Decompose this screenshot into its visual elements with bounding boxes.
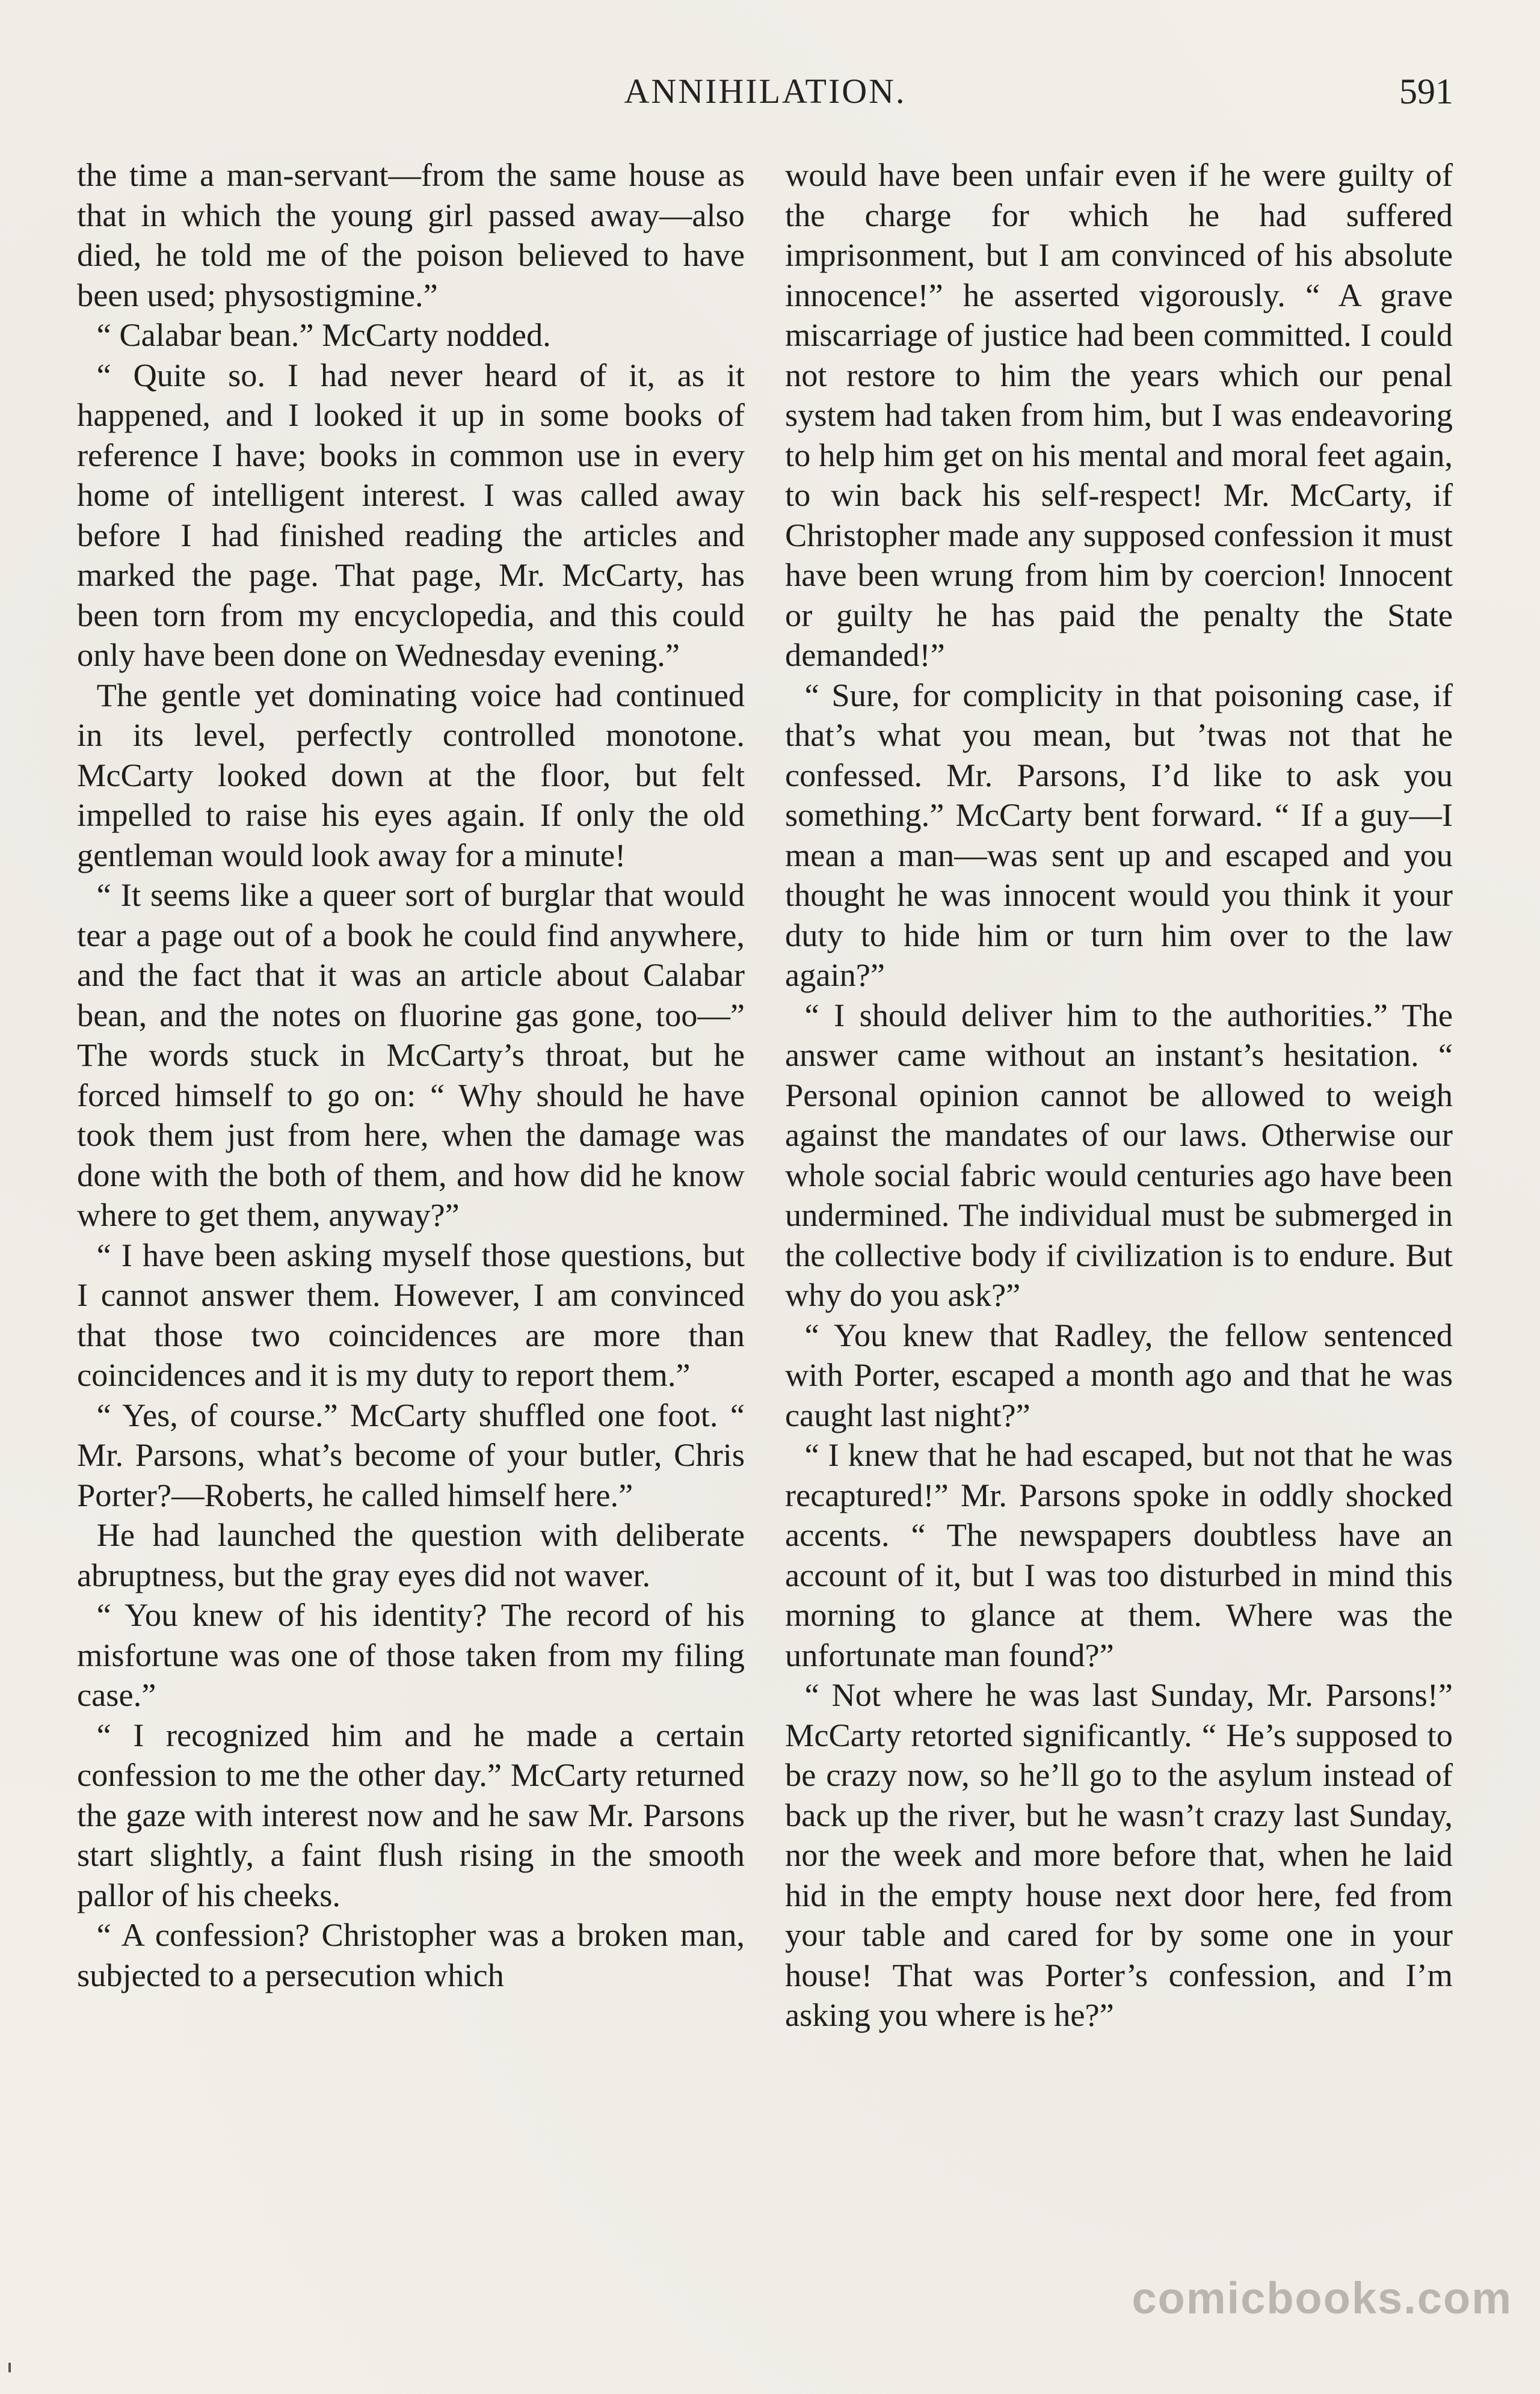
paragraph: “ Quite so. I had never heard of it, as it happened, and I looked it up in some books of reference I have; books in common use in every home of intelligent interest. I was called away before I had finished reading the articles and marked the page. That page, Mr. McCarty, has been torn from my encyclopedia, and this could only have been done on Wednesday evening.” — [77, 357, 745, 673]
paragraph: the time a man-servant—from the same house as that in which the young girl passed away—also died, he told me of the poison believed to have been used; physostigmine.” — [77, 157, 745, 313]
paragraph: “ Not where he was last Sunday, Mr. Parsons!” McCarty retorted significantly. “ He’s supposed to be crazy now, so he’ll go to the asylum instead of back up the river, but he wasn’t crazy last Sunday, nor the week and more before that, when he laid hid in the empty house next door here, fed from your table and cared for by some one in your house! That was Porter’s confession, and I’m asking you where is he?” — [785, 1677, 1453, 2033]
page-number: 591 — [1399, 72, 1453, 111]
page-header — [77, 71, 1453, 125]
left-column — [77, 155, 745, 1995]
paragraph: The gentle yet dominating voice had continued in its level, perfectly controlled monotone. McCarty looked down at the floor, but felt impelled to raise his eyes again. If only the old gentleman would look away for a minute! — [77, 677, 745, 873]
paragraph: “ Yes, of course.” McCarty shuffled one foot. “ Mr. Parsons, what’s become of your butler, Chris Porter?—Roberts, he called himself here.” — [77, 1397, 745, 1513]
paragraph: “ Sure, for complicity in that poisoning case, if that’s what you mean, but ’twas not that he confessed. Mr. Parsons, I’d like to ask you something.” McCarty bent forward. “ If a guy—I mean a man—was sent up and escaped and you thought he was innocent would you think it your duty to hide him or turn him over to the law again?” — [785, 677, 1453, 993]
paragraph: “ I knew that he had escaped, but not that he was recaptured!” Mr. Parsons spoke in oddly shocked accents. “ The newspapers doubtless have an account of it, but I was too disturbed in mind this morning to glance at them. Where was the unfortunate man found?” — [785, 1437, 1453, 1673]
right-column — [785, 155, 1453, 2036]
paragraph: He had launched the question with deliberate abruptness, but the gray eyes did not waver. — [77, 1517, 745, 1593]
paragraph: “ You knew of his identity? The record of his misfortune was one of those taken from my filing case.” — [77, 1597, 745, 1713]
paragraph: “ I have been asking myself those questions, but I cannot answer them. However, I am convinced that those two coincidences are more than coincidences and it is my duty to report them.” — [77, 1237, 745, 1393]
paragraph: “ You knew that Radley, the fellow sentenced with Porter, escaped a month ago and that he was caught last night?” — [785, 1317, 1453, 1433]
paragraph: “ A confession? Christopher was a broken man, subjected to a persecution which — [77, 1917, 745, 1993]
paragraph: “ It seems like a queer sort of burglar that would tear a page out of a book he could find anywhere, and the fact that it was an article about Calabar bean, and the notes on fluorine gas gone, too—” The words stuck in McCarty’s throat, but he forced himself to go on: “ Why should he have took them just from here, when the damage was done with the both of them, and how did he know where to get them, anyway?” — [77, 877, 745, 1233]
watermark: comicbooks.com — [1132, 2273, 1512, 2323]
paragraph: “ Calabar bean.” McCarty nodded. — [96, 317, 551, 353]
paragraph: “ I should deliver him to the authorities.” The answer came without an instant’s hesitation. “ Personal opinion cannot be allowed to weigh against the mandates of our laws. Otherwise our whole social fabric would centuries ago have been undermined. The individual must be submerged in the collective body if civilization is to endure. But why do you ask?” — [785, 997, 1453, 1313]
running-title: ANNIHILATION. — [624, 72, 907, 111]
paragraph: “ I recognized him and he made a certain confession to me the other day.” McCarty returned the gaze with interest now and he saw Mr. Parsons start slightly, a faint flush rising in the smooth pallor of his cheeks. — [77, 1717, 745, 1913]
paragraph: would have been unfair even if he were guilty of the charge for which he had suffered imprisonment, but I am convinced of his absolute innocence!” he asserted vigorously. “ A grave miscarriage of justice had been committed. I could not restore to him the years which our penal system had taken from him, but I was endeavoring to help him get on his mental and moral feet again, to win back his self-respect! Mr. McCarty, if Christopher made any supposed confession it must have been wrung from him by coercion! Innocent or guilty he has paid the penalty the State demanded!” — [785, 157, 1453, 673]
scan-mark — [8, 2363, 11, 2372]
